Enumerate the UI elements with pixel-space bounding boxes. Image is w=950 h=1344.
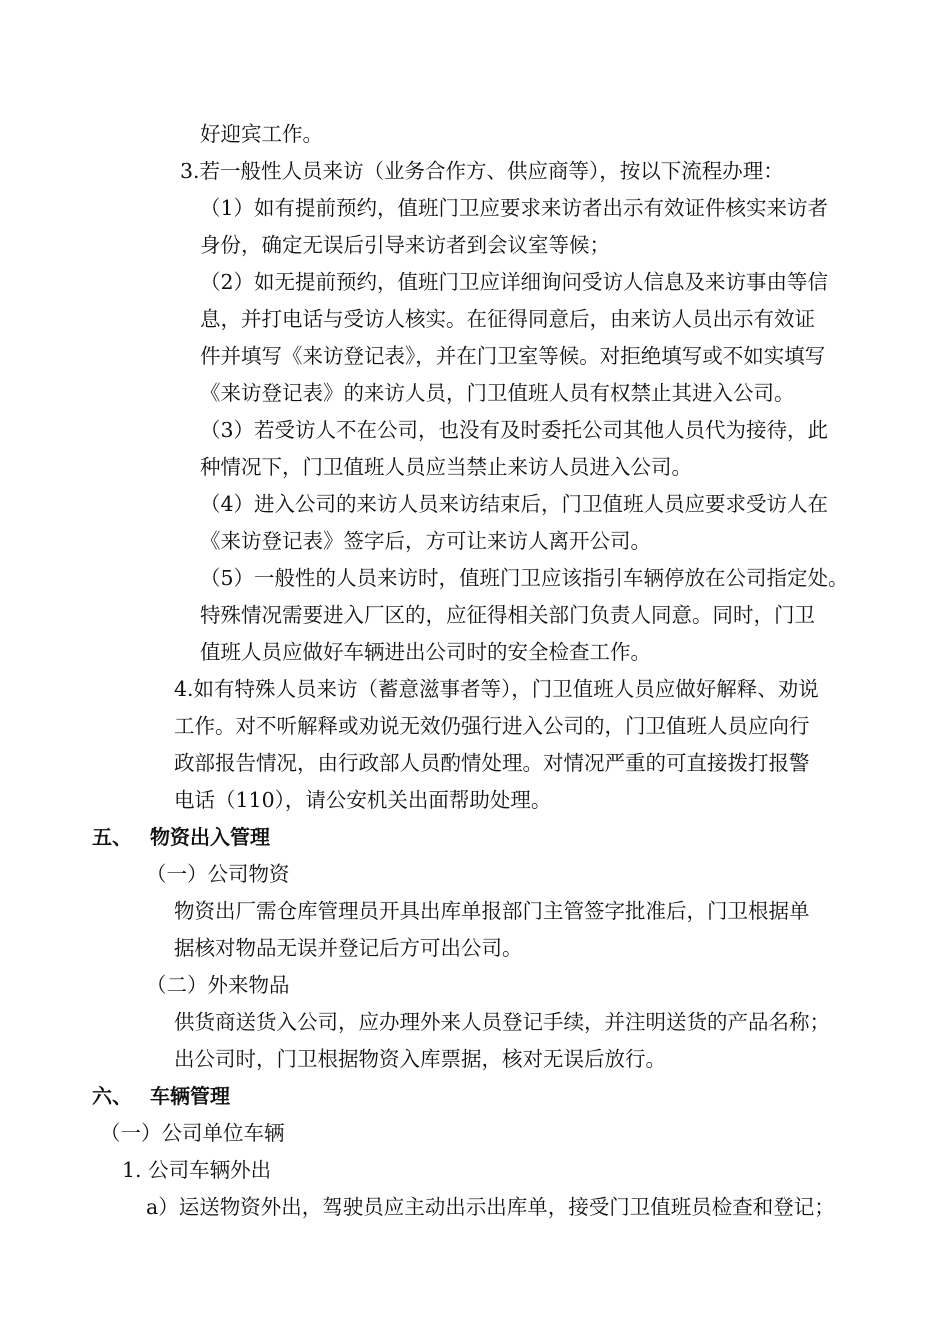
paragraph-line: 供货商送货入公司，应办理外来人员登记手续，并注明送货的产品名称；: [174, 1010, 830, 1034]
paragraph-line: 好迎宾工作。: [200, 122, 323, 146]
paragraph-line: 据核对物品无误并登记后方可出公司。: [174, 936, 523, 960]
paragraph-line: 政部报告情况，由行政部人员酌情处理。对情况严重的可直接拨打报警: [174, 751, 810, 775]
paragraph-line: 件并填写《来访登记表》，并在门卫室等候。对拒绝填写或不如实填写: [200, 344, 826, 368]
paragraph-line: 出公司时，门卫根据物资入库票据，核对无误后放行。: [174, 1047, 666, 1071]
paragraph-line: 身份，确定无误后引导来访者到会议室等候；: [200, 233, 610, 257]
list-item: a）运送物资外出，驾驶员应主动出示出库单，接受门卫值班员检查和登记；: [146, 1195, 835, 1219]
paragraph-line: 《来访登记表》签字后，方可让来访人离开公司。: [200, 529, 651, 553]
paragraph-line: （3）若受访人不在公司，也没有及时委托公司其他人员代为接待，此: [200, 418, 829, 442]
section-5-heading: [92, 825, 270, 849]
paragraph-line: 种情况下，门卫值班人员应当禁止来访人员进入公司。: [200, 455, 692, 479]
section-title: 物资出入管理: [150, 825, 270, 849]
section-number: 五、: [92, 825, 132, 849]
item-4-title: 4.如有特殊人员来访（蓄意滋事者等），门卫值班人员应做好解释、劝说: [174, 677, 819, 701]
paragraph-line: 特殊情况需要进入厂区的，应征得相关部门负责人同意。同时，门卫: [200, 603, 815, 627]
paragraph-line: 值班人员应做好车辆进出公司时的安全检查工作。: [200, 640, 651, 664]
subsection-title: （一）公司物资: [146, 862, 290, 886]
paragraph-line: （4）进入公司的来访人员来访结束后，门卫值班人员应要求受访人在: [200, 492, 829, 516]
paragraph-line: 电话（110），请公安机关出面帮助处理。: [174, 788, 552, 812]
paragraph-line: 《来访登记表》的来访人员，门卫值班人员有权禁止其进入公司。: [200, 381, 795, 405]
paragraph-line: 工作。对不听解释或劝说无效仍强行进入公司的，门卫值班人员应向行: [174, 714, 810, 738]
section-title: 车辆管理: [150, 1084, 230, 1108]
paragraph-line: （1）如有提前预约，值班门卫应要求来访者出示有效证件核实来访者: [200, 196, 829, 220]
paragraph-line: 物资出厂需仓库管理员开具出库单报部门主管签字批准后，门卫根据单: [174, 899, 810, 923]
item-title: 1. 公司车辆外出: [122, 1158, 272, 1182]
subsection-title: （一）公司单位车辆: [100, 1121, 285, 1145]
paragraph-line: （2）如无提前预约，值班门卫应详细询问受访人信息及来访事由等信: [200, 270, 829, 294]
subsection-title: （二）外来物品: [146, 973, 290, 997]
item-3-title: 3.若一般性人员来访（业务合作方、供应商等），按以下流程办理：: [180, 159, 784, 183]
section-number: 六、: [92, 1084, 132, 1108]
paragraph-line: （5）一般性的人员来访时，值班门卫应该指引车辆停放在公司指定处。: [200, 566, 849, 590]
paragraph-line: 息，并打电话与受访人核实。在征得同意后，由来访人员出示有效证: [200, 307, 815, 331]
section-6-heading: [92, 1084, 230, 1108]
